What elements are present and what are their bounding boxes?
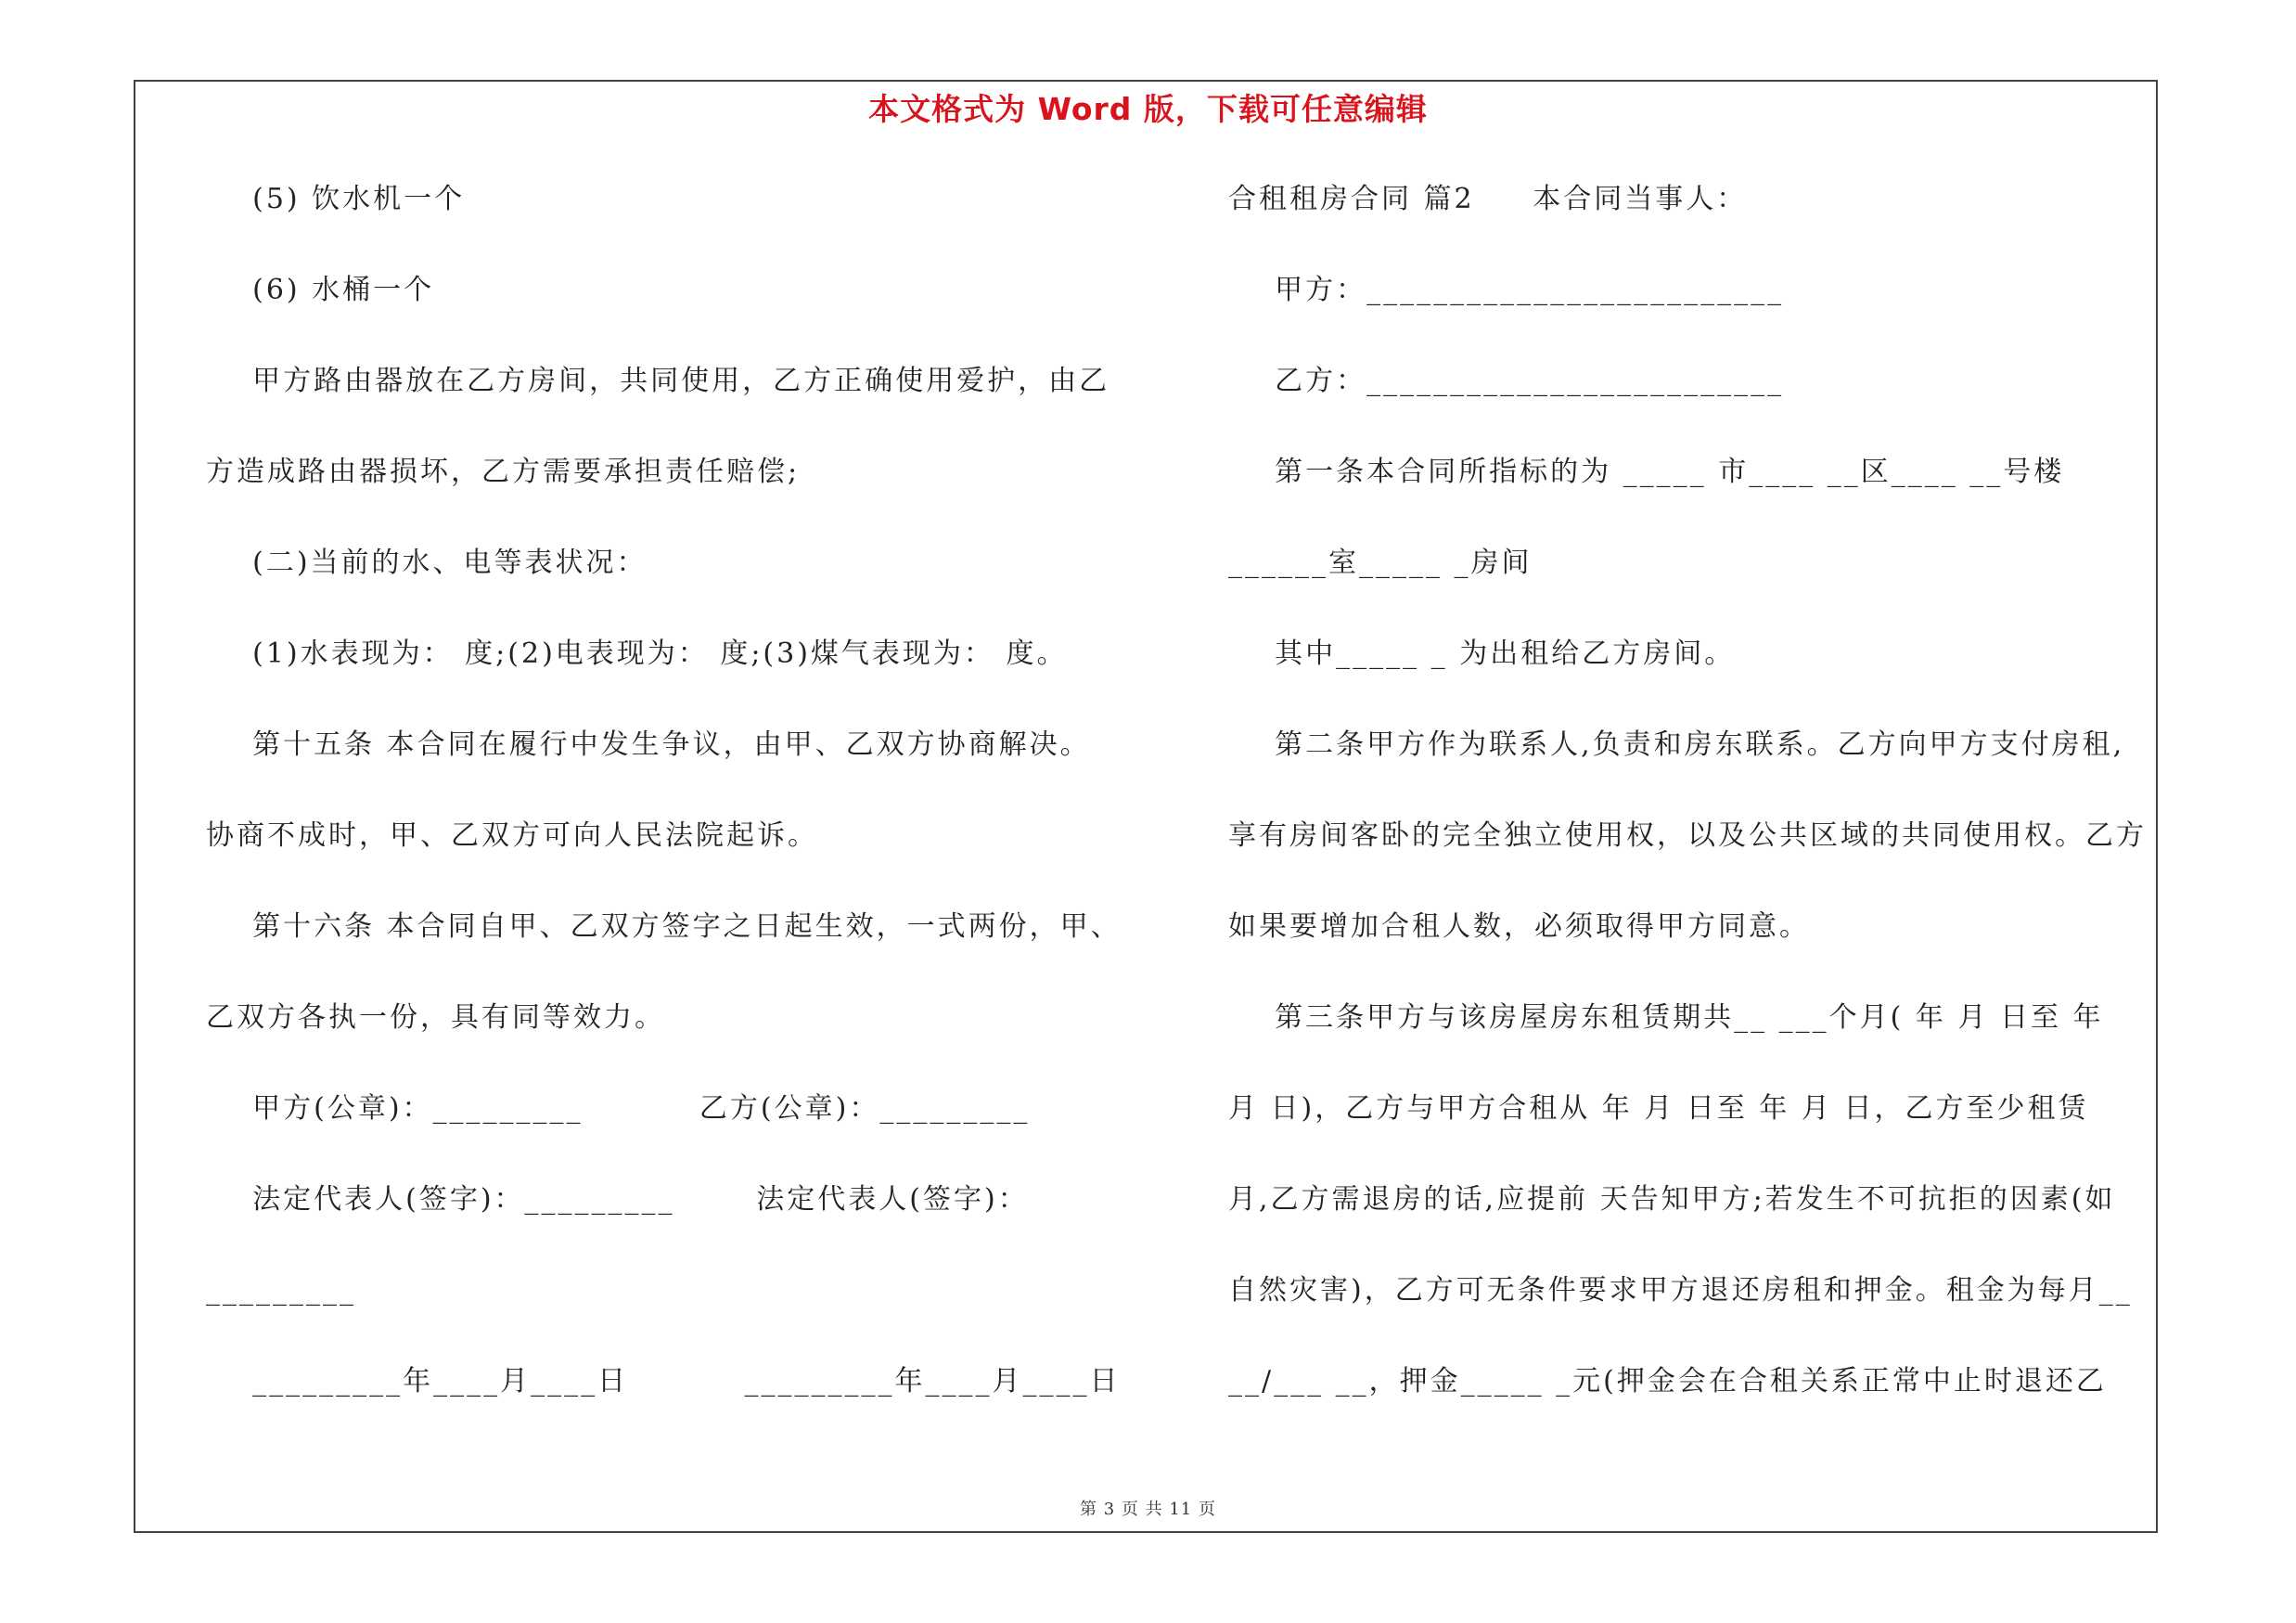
- page-border: [134, 80, 2158, 1533]
- text-line: 协商不成时，甲、乙双方可向人民法院起诉。: [206, 819, 818, 852]
- text-line: 乙方：_________________________: [1228, 365, 1785, 397]
- format-banner: 本文格式为 Word 版，下载可任意编辑: [868, 91, 1428, 127]
- text-line: 第三条甲方与该房屋房东租赁期共__ ___个月( 年 月 日至 年: [1228, 1001, 2104, 1034]
- text-line: 乙双方各执一份，具有同等效力。: [206, 1001, 665, 1034]
- signature-line: 甲方(公章)：_________ 乙方(公章)：_________: [206, 1092, 1031, 1125]
- text-line: 甲方路由器放在乙方房间，共同使用，乙方正确使用爱护，由乙: [206, 365, 1110, 397]
- text-line: 第一条本合同所指标的为 _____ 市____ __区____ __号楼: [1228, 456, 2065, 488]
- text-line: (5) 饮水机一个: [206, 183, 466, 215]
- text-line: 第十五条 本合同在履行中发生争议，由甲、乙双方协商解决。: [206, 728, 1091, 761]
- page-number: 第 3 页 共 11 页: [1080, 1500, 1216, 1519]
- text-line: 第十六条 本合同自甲、乙双方签字之日起生效，一式两份，甲、: [206, 910, 1122, 943]
- text-line: 享有房间客卧的完全独立使用权，以及公共区域的共同使用权。乙方: [1228, 819, 2147, 852]
- text-line: 甲方：_________________________: [1228, 274, 1785, 306]
- text-line: (二)当前的水、电等表状况：: [206, 547, 648, 579]
- text-line: (1)水表现为： 度;(2)电表现为： 度;(3)煤气表现为： 度。: [206, 638, 1068, 670]
- text-line: ______室_____ _房间: [1228, 547, 1533, 579]
- signature-line: _________: [206, 1274, 356, 1307]
- text-line: 月,乙方需退房的话,应提前 天告知甲方;若发生不可抗拒的因素(如: [1228, 1183, 2116, 1216]
- text-line: 其中_____ _ 为出租给乙方房间。: [1228, 638, 1736, 670]
- text-line: 方造成路由器损坏，乙方需要承担责任赔偿;: [206, 456, 801, 488]
- text-line: 第二条甲方作为联系人,负责和房东联系。乙方向甲方支付房租,: [1228, 728, 2125, 761]
- text-line: (6) 水桶一个: [206, 274, 435, 306]
- section-heading: 合租租房合同 篇2 本合同当事人：: [1228, 183, 1748, 215]
- text-line: 月 日)，乙方与甲方合租从 年 月 日至 年 月 日，乙方至少租赁: [1228, 1092, 2089, 1125]
- date-line: _________年____月____日 _________年____月____日: [206, 1365, 1121, 1398]
- text-line: __/___ __，押金_____ _元(押金会在合租关系正常中止时退还乙: [1228, 1365, 2107, 1398]
- text-line: 如果要增加合租人数，必须取得甲方同意。: [1228, 910, 1810, 943]
- text-line: 自然灾害)，乙方可无条件要求甲方退还房租和押金。租金为每月__: [1228, 1274, 2133, 1307]
- signature-line: 法定代表人(签字)：_________ 法定代表人(签字)：: [206, 1183, 1029, 1216]
